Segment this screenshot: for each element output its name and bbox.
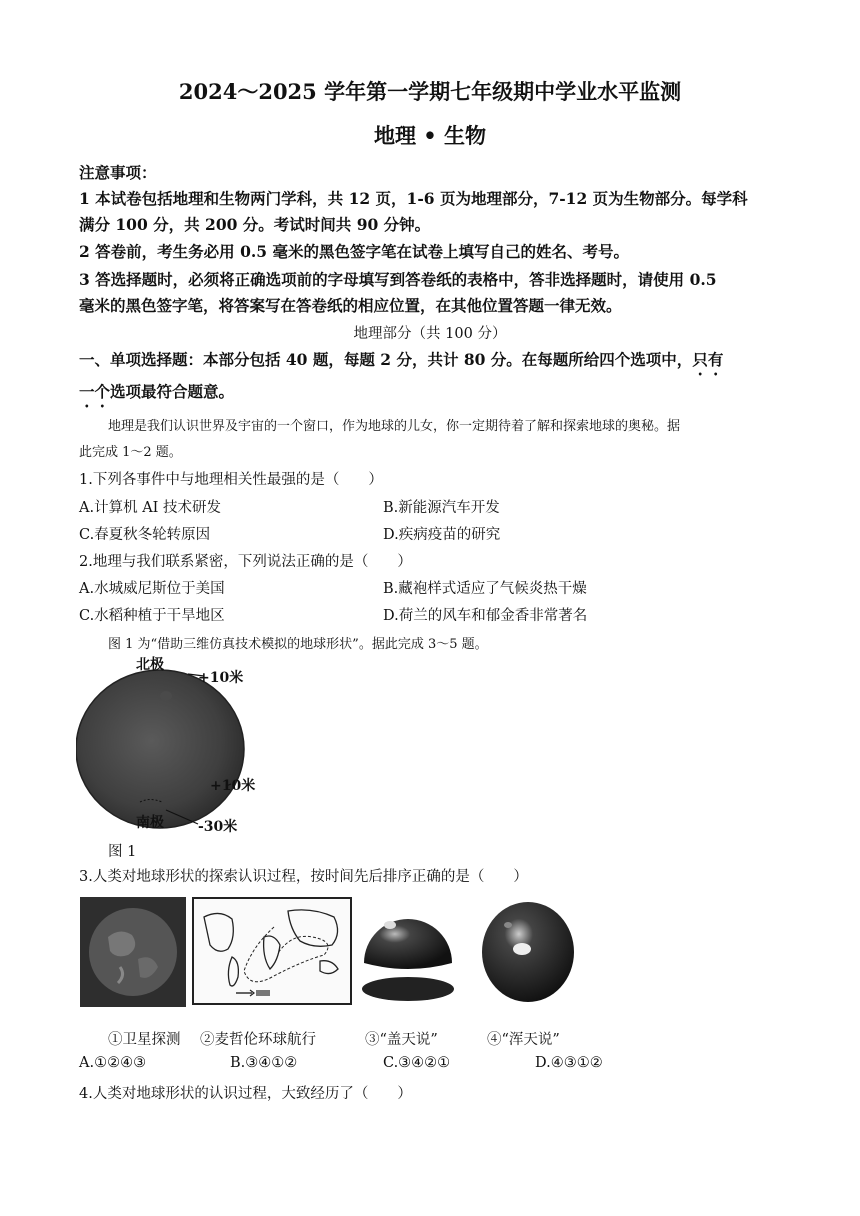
q3-stem: 3.人类对地球形状的探索认识过程，按时间先后排序正确的是（ ） [79, 869, 528, 885]
intro-paragraph-2: 图 1 为“借助三维仿真技术模拟的地球形状”。据此完成 3～5 题。 [108, 637, 488, 652]
magellan-voyage-map [192, 897, 352, 1005]
notice-line-3b: 毫米的黑色签字笔，将答案写在答卷纸的相应位置，在其他位置答题一律无效。 [79, 296, 622, 315]
section-title: 地理部分（共 100 分） [353, 326, 507, 342]
instruction-text-2: 选项最符合题意。 [110, 382, 235, 401]
armillary-heaven-model-image [478, 897, 578, 1007]
q2-option-a: A.水城威尼斯位于美国 [79, 581, 225, 597]
q1-option-c: C.春夏秋冬轮转原因 [79, 527, 211, 543]
notice-heading: 注意事项： [79, 163, 157, 182]
exam-title: 2024～2025 学年第一学期七年级期中学业水平监测 [178, 79, 682, 104]
q1-option-d: D.疾病疫苗的研究 [383, 527, 501, 543]
image-caption-1: ①卫星探测 [108, 1032, 181, 1048]
intro-paragraph-1b: 此完成 1～2 题。 [79, 445, 182, 460]
q1-stem: 1.下列各事件中与地理相关性最强的是（ ） [79, 472, 383, 488]
section-instruction-line2 [79, 380, 234, 411]
q3-option-b: B.③④①② [230, 1055, 298, 1071]
emphasis-only: 只有 [692, 350, 724, 369]
q1-option-b: B.新能源汽车开发 [383, 500, 500, 516]
q2-option-d: D.荷兰的风车和郁金香非常著名 [383, 608, 588, 624]
emphasis-one: 一个 [79, 382, 111, 401]
image-caption-2: ②麦哲伦环球航行 [200, 1032, 316, 1048]
notice-line-1a: 1 本试卷包括地理和生物两门学科，共 12 页，1-6 页为地理部分，7-12 页为生物部分。每学科 [79, 189, 748, 208]
instruction-text: 一、单项选择题：本部分包括 40 题，每题 2 分，共计 80 分。在每题所给四个选项中， [79, 350, 693, 369]
south-pole-label: 南极 [136, 815, 164, 831]
q4-stem: 4.人类对地球形状的认识过程，大致经历了（ ） [79, 1086, 412, 1102]
north-pole-label: 北极 [136, 657, 164, 673]
bottom-elevation-label: -30米 [198, 819, 238, 835]
q1-option-a: A.计算机 AI 技术研发 [79, 500, 221, 516]
figure-1-caption: 图 1 [108, 844, 137, 860]
q3-option-a: A.①②④③ [79, 1055, 147, 1071]
earth-shape-figure [76, 652, 276, 832]
satellite-earth-image [80, 897, 186, 1007]
q3-option-c: C.③④②① [383, 1055, 451, 1071]
notice-line-2: 2 答卷前，考生务必用 0.5 毫米的黑色签字笔在试卷上填写自己的姓名、考号。 [79, 242, 629, 261]
q3-option-d: D.④③①② [535, 1055, 603, 1071]
section-instruction-line1 [79, 348, 723, 379]
q2-stem: 2.地理与我们联系紧密，下列说法正确的是（ ） [79, 554, 412, 570]
canopy-heaven-model-image [356, 897, 460, 1007]
mid-elevation-label: +10米 [210, 778, 256, 794]
exam-subtitle: 地理 • 生物 [373, 123, 487, 148]
q2-option-b: B.藏袍样式适应了气候炎热干燥 [383, 581, 587, 597]
image-caption-4: ④“浑天说” [487, 1032, 560, 1048]
q2-option-c: C.水稻种植于干旱地区 [79, 608, 225, 624]
notice-line-3a: 3 答选择题时，必须将正确选项前的字母填写到答卷纸的表格中，答非选择题时，请使用 0.5 [79, 270, 717, 289]
top-elevation-label: +10米 [198, 670, 244, 686]
image-caption-3: ③“盖天说” [365, 1032, 438, 1048]
notice-line-1b: 满分 100 分，共 200 分。考试时间共 90 分钟。 [79, 215, 431, 234]
intro-paragraph-1a: 地理是我们认识世界及宇宙的一个窗口，作为地球的儿女，你一定期待着了解和探索地球的奥秘。据 [108, 419, 681, 434]
